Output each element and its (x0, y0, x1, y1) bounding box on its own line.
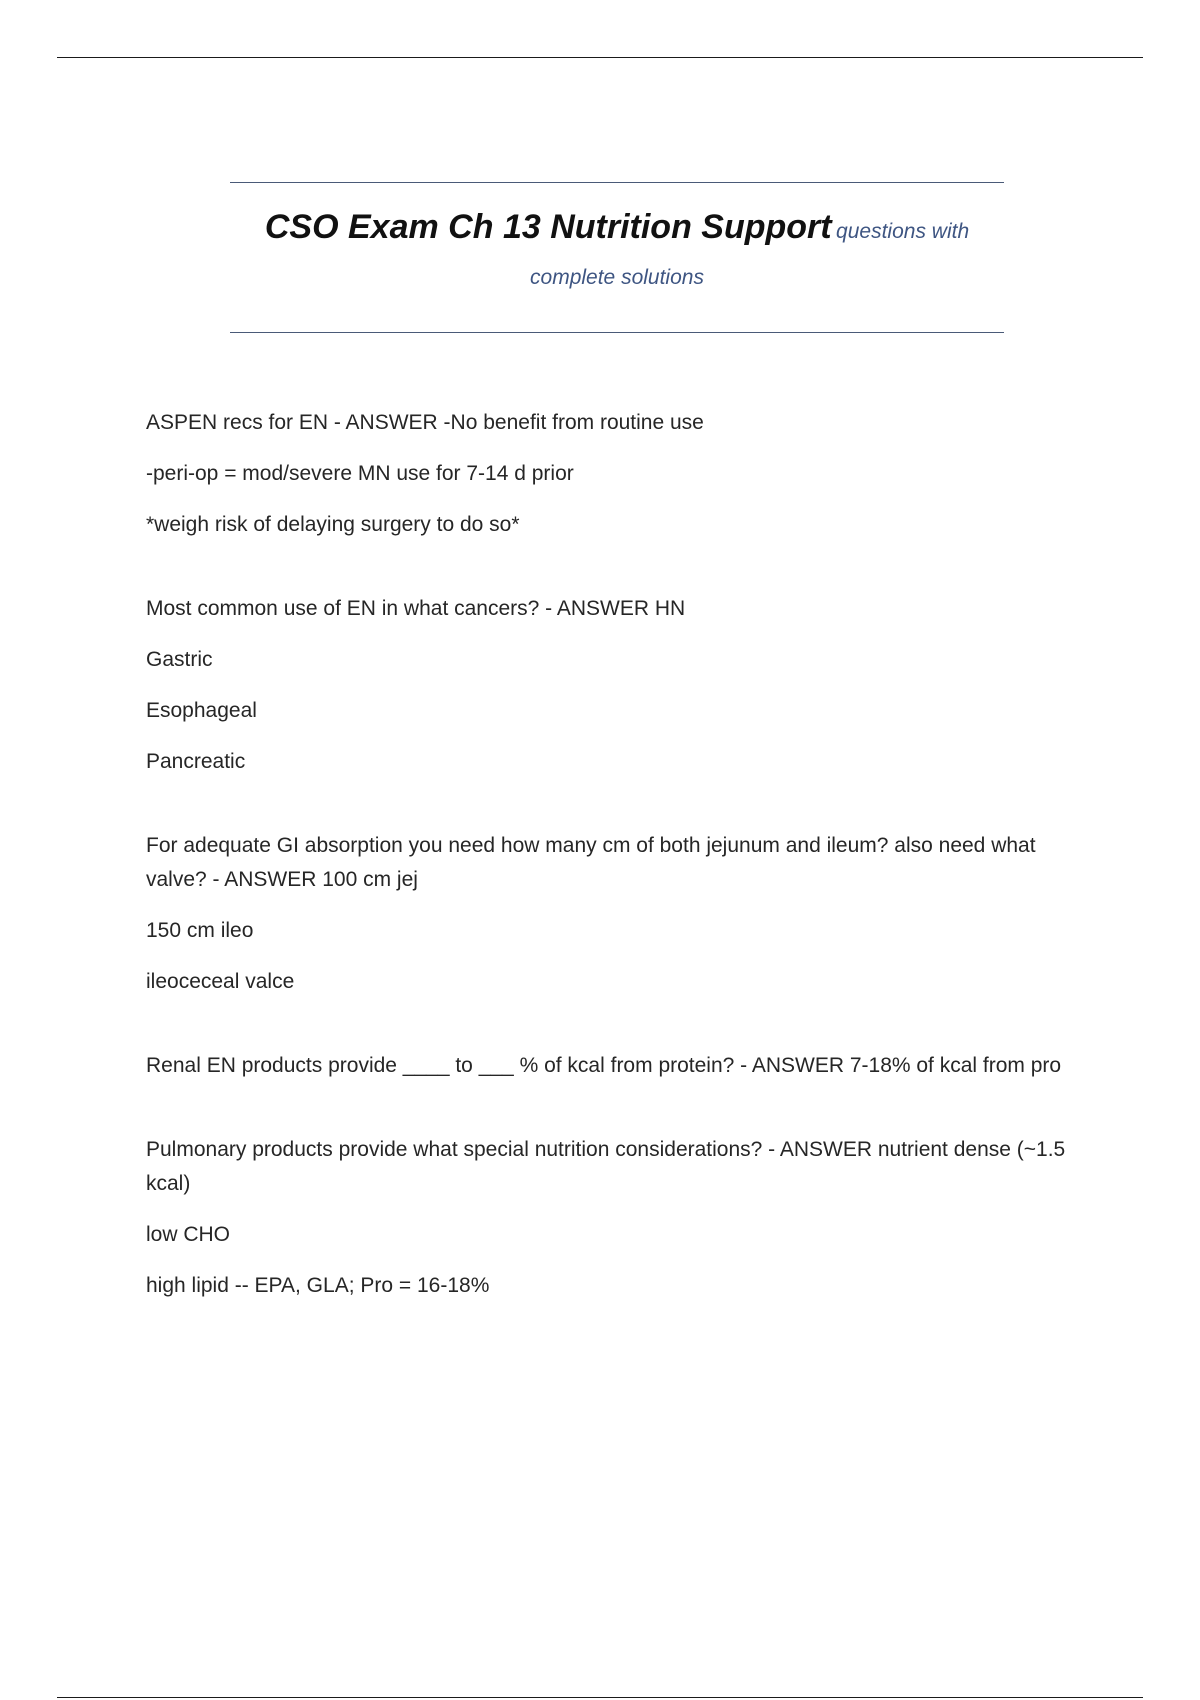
qa-entry-absorption (146, 829, 1096, 999)
qa-line: Pancreatic (146, 750, 246, 773)
document-title (230, 183, 1004, 302)
title-main: CSO Exam Ch 13 Nutrition Support (264, 208, 832, 246)
qa-line: ileoceceal valce (146, 970, 295, 993)
qa-line: Gastric (146, 648, 213, 671)
title-block (230, 182, 1004, 333)
title-subtitle: questions with complete solutions (530, 220, 970, 289)
qa-line: high lipid -- EPA, GLA; Pro = 16-18% (146, 1274, 490, 1297)
qa-line: low CHO (146, 1223, 231, 1246)
qa-content (146, 406, 1096, 1353)
qa-line: For adequate GI absorption you need how many cm of both jejunum and ileum? also need what valve? - ANSWER 100 cm jej (146, 834, 1036, 891)
qa-line: Pulmonary products provide what special nutrition considerations? - ANSWER nutrient dense (~1.5 kcal) (146, 1138, 1066, 1195)
qa-entry-renal (146, 1049, 1096, 1083)
qa-line: -peri-op = mod/severe MN use for 7-14 d prior (146, 462, 574, 485)
page-top-rule (57, 57, 1143, 58)
qa-entry-cancers (146, 592, 1096, 779)
qa-line: Esophageal (146, 699, 257, 722)
qa-entry-pulmonary (146, 1133, 1096, 1303)
qa-line: 150 cm ileo (146, 919, 254, 942)
title-lower-rule (230, 332, 1004, 333)
qa-line: ASPEN recs for EN - ANSWER -No benefit from routine use (146, 411, 704, 434)
page-bottom-rule (57, 1697, 1143, 1698)
qa-line: Renal EN products provide ____ to ___ % of kcal from protein? - ANSWER 7-18% of kcal from pro (146, 1054, 1062, 1077)
qa-entry-aspen (146, 406, 1096, 542)
qa-line: Most common use of EN in what cancers? - ANSWER HN (146, 597, 686, 620)
qa-line: *weigh risk of delaying surgery to do so* (146, 513, 520, 536)
